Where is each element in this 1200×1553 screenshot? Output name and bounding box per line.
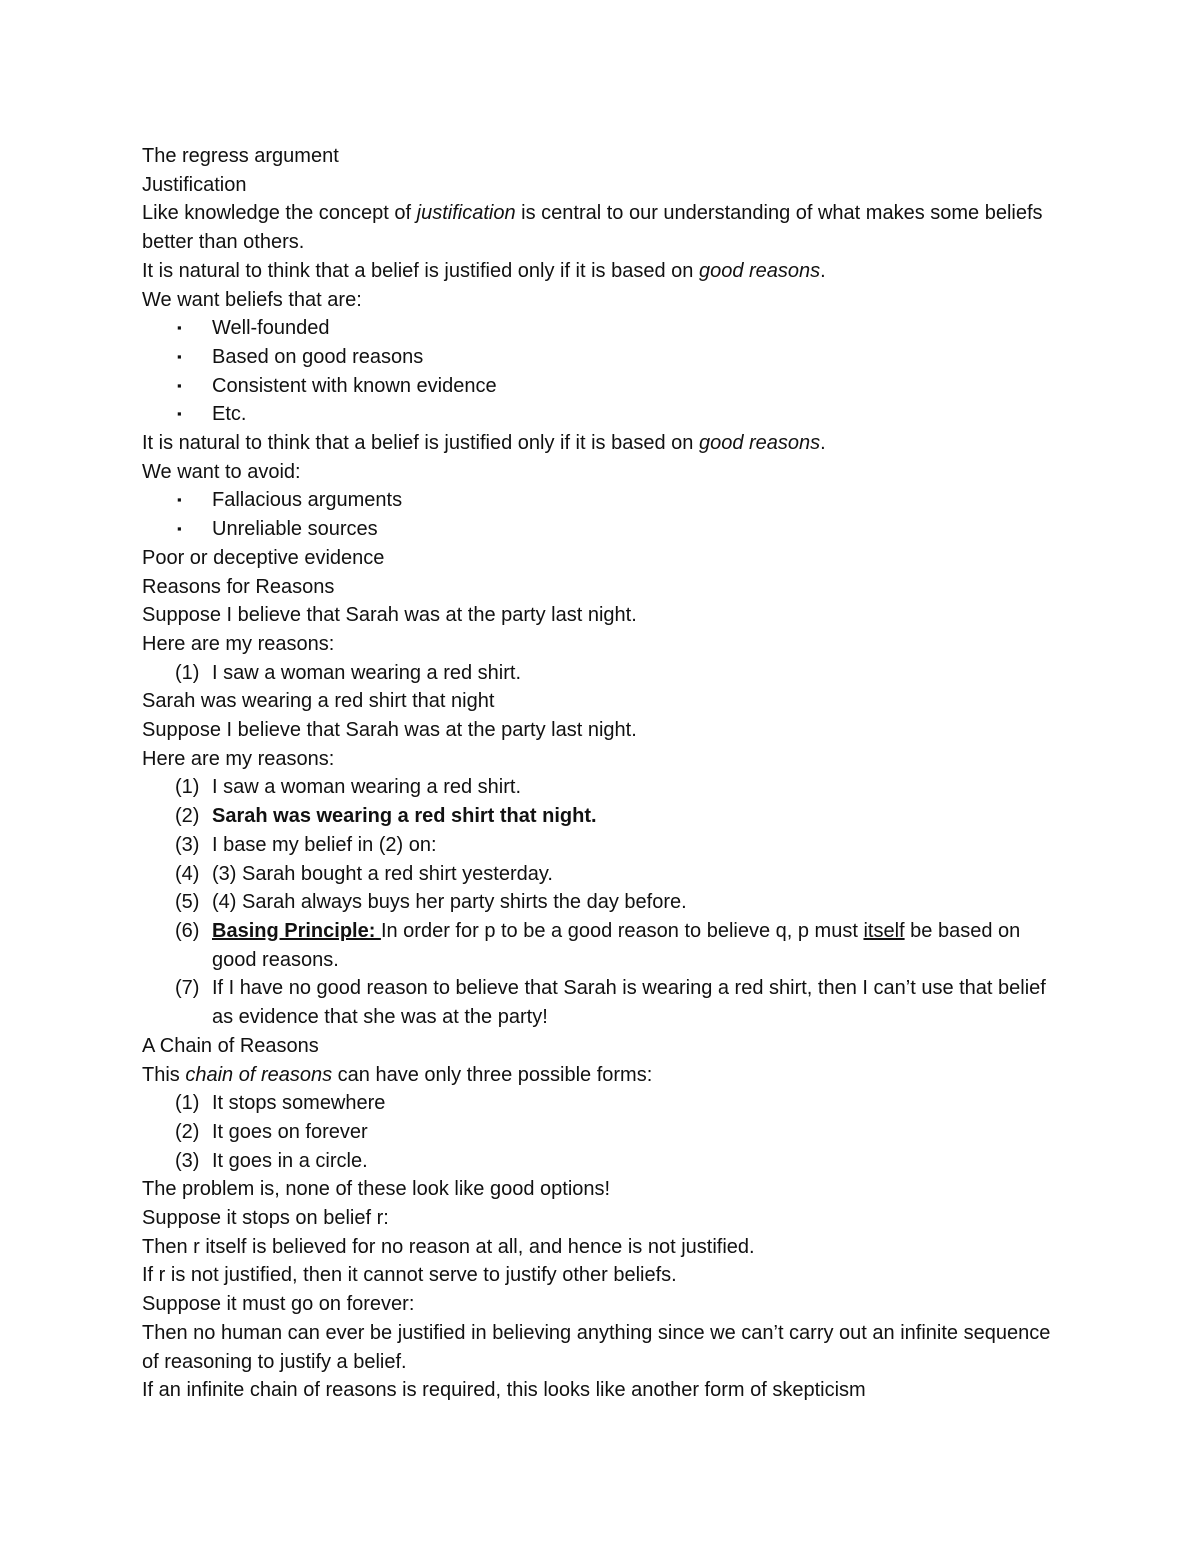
numbered-item: (2) Sarah was wearing a red shirt that night.	[175, 805, 597, 828]
square-bullet-icon: ▪	[177, 521, 182, 537]
paragraph: This chain of reasons can have only three possible forms:	[142, 1063, 653, 1086]
list-item: ▪ Unreliable sources	[142, 515, 1062, 544]
numbered-item: (2) It goes on forever	[175, 1120, 368, 1143]
paragraph: Suppose I believe that Sarah was at the party last night.	[142, 719, 637, 742]
numbered-item: (7) If I have no good reason to believe that Sarah is wearing a red shirt, then I can’t use that belief as evidence that she was at the party!	[175, 977, 1046, 1029]
paragraph: Like knowledge the concept of justification is central to our understanding of what makes some beliefs better than others.	[142, 202, 1043, 254]
square-bullet-icon: ▪	[177, 406, 182, 422]
list-item: ▪ Well-founded	[142, 314, 1062, 343]
paragraph: We want to avoid:	[142, 460, 301, 483]
paragraph: It is natural to think that a belief is justified only if it is based on good reasons.	[142, 432, 826, 455]
section-heading: Reasons for Reasons	[142, 575, 335, 598]
paragraph: Suppose it stops on belief r:	[142, 1207, 389, 1230]
numbered-item: (3) I base my belief in (2) on:	[175, 833, 437, 856]
paragraph: Suppose I believe that Sarah was at the party last night.	[142, 604, 637, 627]
paragraph: We want beliefs that are:	[142, 288, 362, 311]
document-title: The regress argument	[142, 145, 339, 167]
paragraph: If r is not justified, then it cannot serve to justify other beliefs.	[142, 1264, 677, 1287]
paragraph: Here are my reasons:	[142, 632, 335, 655]
section-heading: A Chain of Reasons	[142, 1034, 319, 1057]
list-item: ▪ Consistent with known evidence	[142, 372, 1062, 401]
square-bullet-icon: ▪	[177, 377, 182, 393]
list-item: ▪ Fallacious arguments	[142, 486, 1062, 515]
numbered-item: (4) (3) Sarah bought a red shirt yesterday.	[175, 862, 553, 885]
paragraph: Suppose it must go on forever:	[142, 1293, 415, 1316]
basing-principle-label: Basing Principle:	[212, 919, 381, 942]
list-item: ▪ Based on good reasons	[142, 343, 1062, 372]
document-body	[142, 142, 1062, 1405]
section-heading: Justification	[142, 173, 247, 196]
numbered-item: (5) (4) Sarah always buys her party shirts the day before.	[175, 891, 687, 914]
list-item: ▪ Etc.	[142, 400, 1062, 429]
square-bullet-icon: ▪	[177, 348, 182, 364]
paragraph: Then r itself is believed for no reason at all, and hence is not justified.	[142, 1235, 755, 1258]
paragraph: If an infinite chain of reasons is required, this looks like another form of skepticism	[142, 1379, 866, 1402]
square-bullet-icon: ▪	[177, 320, 182, 336]
paragraph: Then no human can ever be justified in believing anything since we can’t carry out an infinite sequence of reasoning to justify a belief.	[142, 1321, 1051, 1373]
paragraph: Poor or deceptive evidence	[142, 546, 385, 569]
paragraph: Here are my reasons:	[142, 747, 335, 770]
numbered-item: (1) I saw a woman wearing a red shirt.	[175, 661, 522, 684]
numbered-item: (6) Basing Principle: In order for p to be a good reason to believe q, p must itself be based on good reasons.	[175, 919, 1021, 971]
numbered-item: (1) It stops somewhere	[175, 1092, 386, 1115]
square-bullet-icon: ▪	[177, 492, 182, 508]
numbered-item: (1) I saw a woman wearing a red shirt.	[175, 776, 522, 799]
numbered-item: (3) It goes in a circle.	[175, 1149, 368, 1172]
paragraph: It is natural to think that a belief is justified only if it is based on good reasons.	[142, 259, 826, 282]
paragraph: Sarah was wearing a red shirt that night	[142, 690, 495, 713]
paragraph: The problem is, none of these look like good options!	[142, 1178, 611, 1201]
